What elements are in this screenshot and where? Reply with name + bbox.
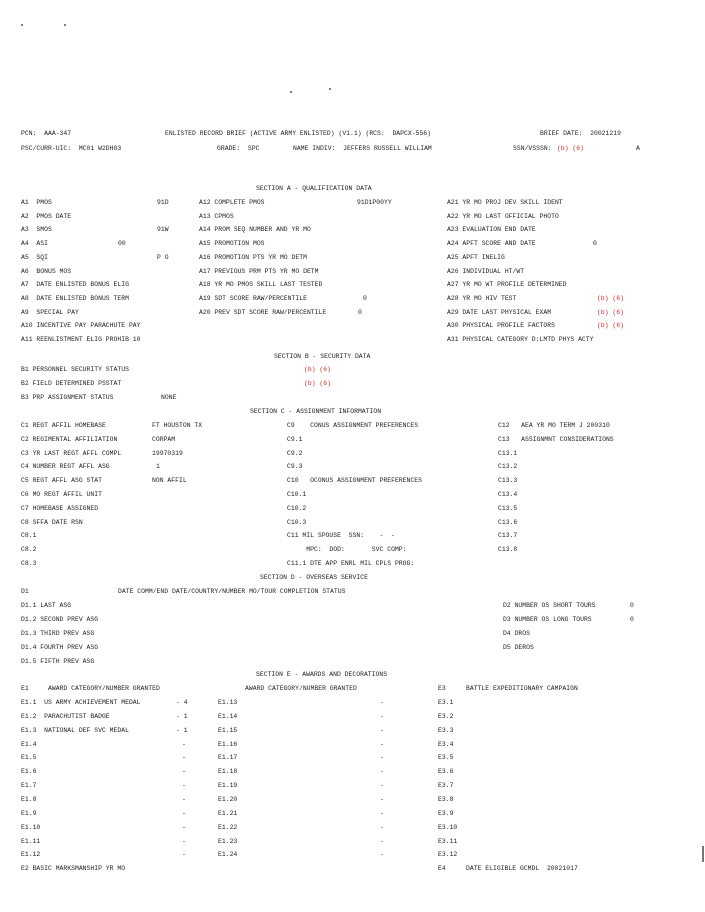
field-label: A20 PREV SDT SCORE RAW/PERCENTILE [199, 308, 327, 316]
field-label: A30 PHYSICAL PROFILE FACTORS [447, 322, 555, 330]
brief-date: BRIEF DATE: 20021219 [540, 130, 621, 137]
section-d-title: SECTION D - OVERSEAS SERVICE [260, 574, 368, 581]
campaign-label: E3.7 [438, 782, 454, 790]
scan-speck [21, 24, 23, 26]
award-count: - [380, 809, 384, 817]
award-count: - [380, 837, 384, 845]
field-label: C8.3 [21, 560, 37, 567]
field-label: A26 INDIVIDUAL HT/WT [447, 267, 525, 275]
field-label: C2 REGIMENTAL AFFILIATION [21, 435, 118, 443]
pcn: PCN: AAA-347 [21, 130, 72, 137]
field-value: 00 [118, 240, 126, 248]
field-label: C3 YR LAST REGT AFFL COMPL [21, 449, 122, 457]
award-label: E1.15 [218, 726, 238, 734]
field-label: C8.2 [21, 546, 37, 554]
field-value: 0 [630, 602, 634, 609]
field-label: E3 [438, 685, 446, 692]
field-label: C13.4 [498, 491, 518, 498]
section-c-title: SECTION C - ASSIGNMENT INFORMATION [250, 408, 382, 415]
redaction-mark: (b) (6) [597, 294, 624, 302]
award-count: - [182, 754, 186, 762]
field-label: C10.2 [287, 504, 307, 512]
campaign-label: E3.9 [438, 809, 454, 817]
column-header: AWARD CATEGORY/NUMBER GRANTED [48, 685, 160, 692]
award-label: E1.1 US ARMY ACHIEVEMENT MEDAL [21, 699, 141, 706]
redaction-mark: (b) (6) [304, 366, 331, 373]
field-label: C10.1 [287, 491, 307, 498]
award-count: - [380, 740, 384, 748]
field-label: A9 SPECIAL PAY [21, 308, 79, 316]
field-label: C13.2 [498, 463, 518, 471]
award-count: - [182, 795, 186, 803]
field-label: E1 [21, 685, 29, 692]
field-label: D5 DEROS [503, 644, 534, 651]
field-label: A31 PHYSICAL CATEGORY D:LMTD PHYS ACTY [447, 336, 594, 343]
award-label: E1.2 PARACHUTIST BADGE [21, 712, 110, 720]
award-label: E1.18 [218, 768, 238, 776]
field-label: A16 PROMOTION PTS YR MO DETM [199, 253, 307, 261]
award-label: E1.22 [218, 823, 238, 831]
field-label: C9 CONUS ASSIGNMENT PREFERENCES [287, 422, 419, 429]
field-label: D4 DROS [503, 630, 530, 637]
field-value: 19970319 [152, 449, 183, 457]
scan-speck [329, 88, 331, 90]
award-label: E1.13 [218, 699, 238, 706]
scan-speck [64, 24, 66, 26]
field-label: DATE ELIGIBLE GCMDL 20021017 [466, 865, 578, 872]
award-count: - [380, 712, 384, 720]
field-label: C13.3 [498, 477, 518, 485]
field-label: A1 PMOS [21, 199, 52, 206]
award-count: - [380, 699, 384, 706]
campaign-label: E3.12 [438, 851, 458, 859]
field-label: A21 YR MO PROJ DEV SKILL IDENT [447, 199, 563, 206]
field-label: C7 HOMEBASE ASSIGNED [21, 504, 99, 512]
ssn-label: SSN/VSSSN: [513, 145, 552, 152]
award-label: E1.4 [21, 740, 37, 748]
field-label: C13.8 [498, 546, 518, 554]
field-value: CORPAM [152, 435, 176, 443]
campaign-label: E3.4 [438, 740, 454, 748]
field-label: C4 NUMBER REGT AFFL ASG [21, 463, 110, 471]
name-indiv: NAME INDIV: JEFFERS RUSSELL WILLIAM [293, 145, 432, 152]
field-label: C10.3 [287, 518, 307, 526]
field-label: D1.4 FOURTH PREV ASG [21, 644, 99, 651]
award-label: E1.14 [218, 712, 238, 720]
psc-uic: PSC/CURR-UIC: MC01 W2DH03 [21, 145, 122, 152]
field-label: A19 SDT SCORE RAW/PERCENTILE [199, 294, 307, 302]
campaign-label: E3.3 [438, 726, 454, 734]
field-label: D1 [21, 588, 29, 595]
field-value: FT HOUSTON TX [152, 422, 203, 429]
award-count: - 1 [176, 712, 188, 720]
field-label: C11 MIL SPOUSE SSN: - - [287, 532, 395, 540]
field-label: C10 OCONUS ASSIGNMENT PREFERENCES [287, 477, 422, 485]
field-value: 91D1P00YY [357, 199, 392, 206]
field-label: A24 APFT SCORE AND DATE [447, 240, 536, 248]
field-label: C9.3 [287, 463, 303, 471]
campaign-label: E3.1 [438, 699, 454, 706]
award-label: E1.20 [218, 795, 238, 803]
campaign-label: E3.10 [438, 823, 458, 831]
campaign-label: E3.2 [438, 712, 454, 720]
field-label: B1 PERSONNEL SECURITY STATUS [21, 366, 129, 373]
field-label: A27 YR MO WT PROFILE DETERMINED [447, 281, 567, 289]
award-label: E1.21 [218, 809, 238, 817]
field-label: A23 EVALUATION END DATE [447, 226, 536, 234]
field-label: B3 PRP ASSIGNMENT STATUS [21, 394, 114, 401]
redaction-mark: (b) (6) [597, 308, 624, 316]
award-count: - [182, 837, 186, 845]
award-label: E1.17 [218, 754, 238, 762]
field-label: A10 INCENTIVE PAY PARACHUTE PAY [21, 322, 141, 330]
field-value: 0 [363, 294, 367, 302]
field-value: 0 [630, 616, 634, 623]
award-label: E1.10 [21, 823, 41, 831]
field-label: C13.6 [498, 518, 518, 526]
field-label: C12 AEA YR MO TERM J 200310 [498, 422, 610, 429]
award-label: E1.7 [21, 782, 37, 790]
field-value: 1 [156, 463, 160, 471]
field-value: NON AFFIL [152, 477, 187, 485]
award-label: E1.9 [21, 809, 37, 817]
field-label: C11.1 DTE APP ENRL MIL CPLS PROG: [287, 560, 415, 567]
field-label: A8 DATE ENLISTED BONUS TERM [21, 294, 129, 302]
field-label: C1 REGT AFFIL HOMEBASE [21, 422, 106, 429]
field-label: C13.1 [498, 449, 518, 457]
award-count: - [182, 809, 186, 817]
field-label: MPC: DOD: SVC COMP: [287, 546, 407, 554]
field-label: A3 SMOS [21, 226, 52, 234]
ssn-suffix: A [636, 145, 640, 152]
scan-speck [290, 91, 292, 93]
field-label: C6 MO REGT AFFIL UNIT [21, 491, 102, 498]
field-label: E4 [438, 865, 446, 872]
award-count: - [380, 851, 384, 859]
field-label: A14 PROM SEQ NUMBER AND YR MO [199, 226, 311, 234]
field-label: A11 REENLISTMENT ELIG PROHIB 10 [21, 336, 141, 343]
redaction-mark: (b) (6) [304, 380, 331, 387]
award-label: E1.3 NATIONAL DEF SVC MEDAL [21, 726, 129, 734]
award-count: - [380, 795, 384, 803]
field-label: D2 NUMBER OS SHORT TOURS [503, 602, 596, 609]
award-count: - [380, 726, 384, 734]
field-label: A22 YR MO LAST OFFICIAL PHOTO [447, 212, 559, 220]
award-count: - [182, 782, 186, 790]
campaign-label: E3.8 [438, 795, 454, 803]
award-count: - [182, 740, 186, 748]
award-count: - [380, 768, 384, 776]
award-count: - [380, 782, 384, 790]
section-e-title: SECTION E - AWARDS AND DECORATIONS [256, 671, 388, 678]
award-count: - [380, 754, 384, 762]
section-a-title: SECTION A - QUALIFICATION DATA [256, 185, 372, 192]
field-label: A18 YR MO PMOS SKILL LAST TESTED [199, 281, 323, 289]
award-label: E1.6 [21, 768, 37, 776]
field-value: 91D [157, 199, 169, 206]
column-header: AWARD CATEGORY/NUMBER GRANTED [245, 685, 357, 692]
field-label: A7 DATE ENLISTED BONUS ELIG [21, 281, 129, 289]
field-value: P O [157, 253, 169, 261]
campaign-label: E3.5 [438, 754, 454, 762]
award-count: - [182, 768, 186, 776]
award-count: - [182, 823, 186, 831]
award-label: E1.23 [218, 837, 238, 845]
field-label: D3 NUMBER OS LONG TOURS [503, 616, 592, 623]
field-label: D1.2 SECOND PREV ASG [21, 616, 99, 623]
field-value: 0 [593, 240, 597, 248]
field-label: D1.3 THIRD PREV ASG [21, 630, 95, 637]
field-label: C13 ASSIGNMNT CONSIDERATIONS [498, 435, 614, 443]
award-count: - 1 [176, 726, 188, 734]
redaction-mark: (b) (6) [597, 322, 624, 330]
award-label: E1.19 [218, 782, 238, 790]
section-b-title: SECTION B - SECURITY DATA [274, 353, 371, 360]
field-label: A28 YR MO HIV TEST [447, 294, 517, 302]
award-label: E1.24 [218, 851, 238, 859]
field-label: A25 APFT INELIG [447, 253, 505, 261]
field-label: C8 SFFA DATE RSN [21, 518, 83, 526]
field-label: A17 PREVIOUS PRM PTS YR MO DETM [199, 267, 319, 275]
field-value: NONE [161, 394, 177, 401]
field-label: E2 BASIC MARKSMANSHIP YR MO [21, 865, 126, 872]
field-label: A5 SQI [21, 253, 48, 261]
award-label: E1.16 [218, 740, 238, 748]
field-label: A6 BONUS MOS [21, 267, 72, 275]
award-count: - [182, 851, 186, 859]
field-label: A29 DATE LAST PHYSICAL EXAM [447, 308, 552, 316]
grade: GRADE: SPC [217, 145, 260, 152]
document-title: ENLISTED RECORD BRIEF (ACTIVE ARMY ENLISTED) (V1.1) (RCS: DAPCX-556) [165, 130, 431, 137]
field-label: C9.1 [287, 435, 303, 443]
award-label: E1.12 [21, 851, 41, 859]
field-value: 91W [157, 226, 169, 234]
award-count: - [380, 823, 384, 831]
field-label: A15 PROMOTION MOS [199, 240, 265, 248]
campaign-label: E3.6 [438, 768, 454, 776]
award-label: E1.11 [21, 837, 41, 845]
field-label: C8.1 [21, 532, 37, 540]
ssn-redaction: (b) (6) [557, 145, 584, 152]
field-label: B2 FIELD DETERMINED PSSTAT [21, 380, 122, 387]
field-value: 0 [358, 308, 362, 316]
column-header: DATE COMM/END DATE/COUNTRY/NUMBER MO/TOUR COMPLETION STATUS [118, 588, 346, 595]
award-count: - 4 [176, 699, 188, 706]
field-label: A2 PMOS DATE [21, 212, 72, 220]
scan-edge-mark [702, 846, 704, 862]
field-label: A12 COMPLETE PMOS [199, 199, 265, 206]
field-label: D1.1 LAST ASG [21, 602, 72, 609]
field-label: D1.5 FIFTH PREV ASG [21, 658, 95, 665]
award-label: E1.8 [21, 795, 37, 803]
field-label: C9.2 [287, 449, 303, 457]
column-header: BATTLE EXPEDITIONARY CAMPAIGN [466, 685, 578, 692]
field-label: C5 REGT AFFL ASG STAT [21, 477, 102, 485]
campaign-label: E3.11 [438, 837, 458, 845]
field-label: C13.5 [498, 504, 518, 512]
field-label: A13 CPMOS [199, 212, 234, 220]
field-label: C13.7 [498, 532, 518, 540]
field-label: A4 ASI [21, 240, 48, 248]
award-label: E1.5 [21, 754, 37, 762]
